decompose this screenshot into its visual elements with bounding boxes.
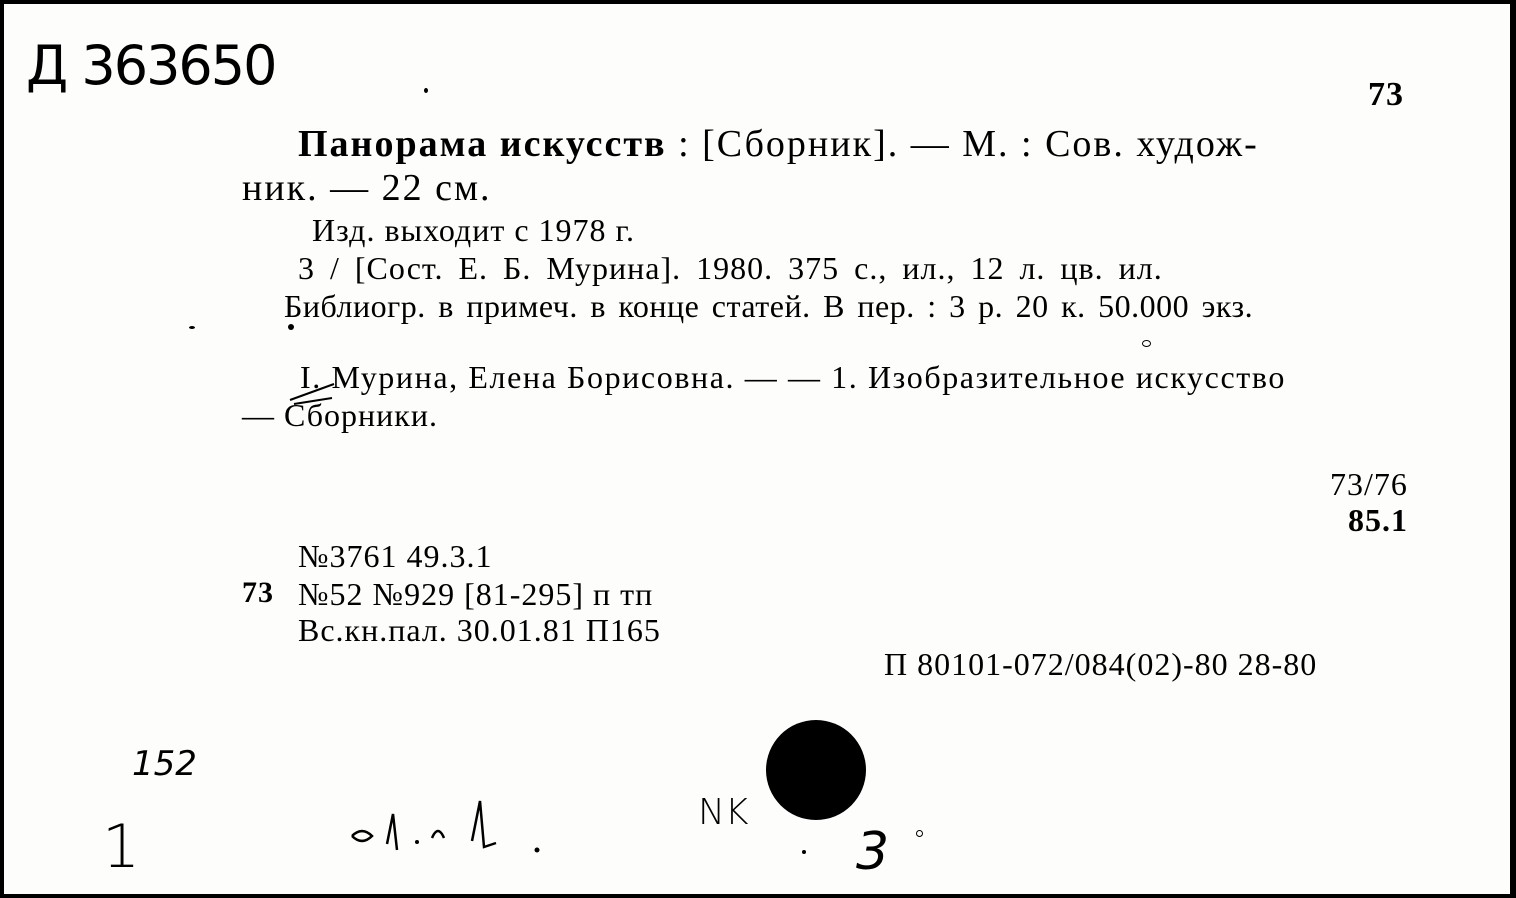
issue-note: Изд. выходит с 1978 г.	[312, 212, 636, 248]
speck	[1142, 340, 1151, 347]
order-line-2: №52 №929 [81-295] п тп	[298, 576, 654, 612]
inventory-number: Д 363650	[26, 34, 276, 97]
order-line-1: №3761 49.3.1	[298, 538, 493, 574]
index-top: 73	[1368, 76, 1404, 113]
handwritten-3: 3	[856, 822, 890, 882]
speck	[288, 324, 294, 330]
handwritten-1: 1	[102, 812, 141, 882]
title-rest: : [Сборник]. — М. : Сов. худож-	[666, 123, 1259, 165]
tracing-line-1: I. Мурина, Елена Борисовна. — — 1. Изобразительное искусство	[300, 359, 1286, 395]
title-line-1	[298, 122, 1259, 166]
speck	[802, 850, 806, 854]
class-number-2: 85.1	[1348, 502, 1408, 538]
tracing-line-2: — Сборники.	[242, 397, 438, 433]
catalog-card	[4, 4, 1510, 894]
title-bold: Панорама искусств	[298, 123, 667, 165]
order-prefix: 73	[242, 576, 274, 609]
title-line-2: ник. — 22 см.	[242, 167, 492, 209]
code-line: П 80101-072/084(02)-80 28-80	[884, 646, 1318, 682]
punched-hole	[766, 720, 866, 820]
biblio-line: Библиогр. в примеч. в конце статей. В пер. : 3 р. 20 к. 50.000 экз.	[284, 288, 1254, 324]
volume-line: 3 / [Сост. Е. Б. Мурина]. 1980. 375 с., ил., 12 л. цв. ил.	[298, 250, 1163, 286]
strike-mark	[286, 374, 346, 414]
class-number-1: 73/76	[1330, 466, 1408, 502]
handwritten-152: 152	[132, 744, 197, 784]
speck	[424, 88, 428, 93]
speck	[189, 326, 195, 329]
order-line-3: Вс.кн.пал. 30.01.81 П165	[298, 612, 661, 648]
handwritten-nk: NK	[698, 792, 749, 833]
scribble-marks	[342, 796, 572, 866]
speck	[916, 830, 923, 837]
